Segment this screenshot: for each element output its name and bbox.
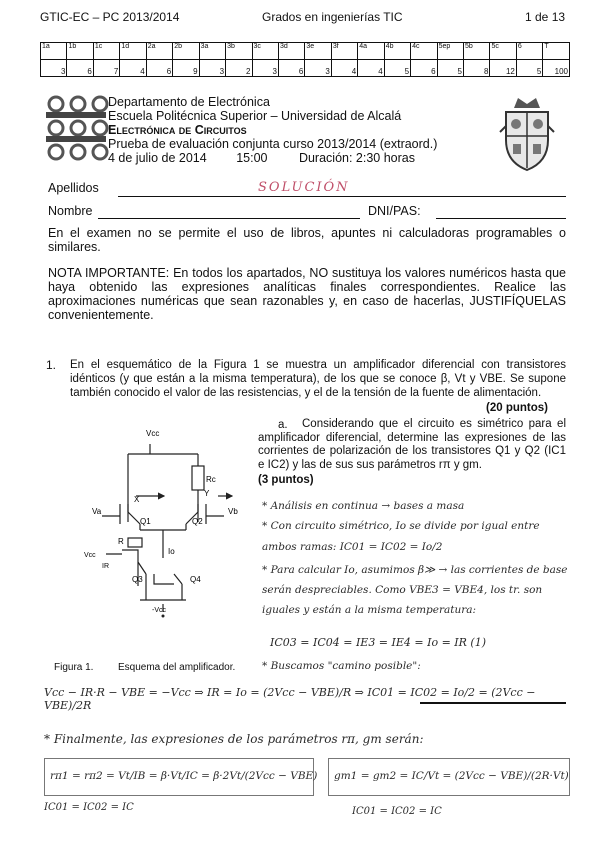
grade-label-5: 2b: [173, 43, 199, 60]
grade-score-6: 3: [199, 60, 225, 77]
solution-line-6: Vcc − IR·R − VBE = −Vcc ⇒ IR = Io = (2Vcc − VBE)/R ⇒ IC01 = IC02 = Io/2 = (2Vcc − VBE)/2R: [44, 686, 536, 712]
solution-underline: [420, 702, 566, 704]
exam-duration: Duración: 2:30 horas: [298, 151, 415, 165]
solution-line-5: * Buscamos "camino posible":: [262, 660, 421, 672]
grade-label-11: 3f: [331, 43, 357, 60]
schematic-ir: IR: [102, 563, 109, 570]
question-points: (20 puntos): [486, 402, 548, 414]
solution-line-10: IC01 = IC02 = IC: [44, 802, 134, 813]
grade-score-19: 100: [543, 60, 570, 77]
grade-score-8: 3: [252, 60, 278, 77]
grade-label-19: T: [543, 43, 570, 60]
schematic-q2: Q2: [192, 517, 203, 526]
header-left: GTIC-EC – PC 2013/2014: [40, 10, 180, 24]
grade-label-3: 1d: [120, 43, 146, 60]
nombre-field[interactable]: [98, 218, 360, 219]
grade-label-17: 5c: [490, 43, 516, 60]
grade-label-7: 3b: [226, 43, 252, 60]
dni-field[interactable]: [436, 218, 566, 219]
grade-label-9: 3d: [278, 43, 304, 60]
exam-title: Prueba de evaluación conjunta curso 2013/2014 (extraord.): [108, 137, 438, 151]
solution-line-3: * Para calcular Io, asumimos β≫ → las corrientes de base serán despreciables. Como VBE3 = VBE4, los tr. son iguales y están a la misma temperatura:: [262, 564, 568, 616]
schematic-vcc-top: Vcc: [146, 429, 160, 438]
grade-label-8: 3c: [252, 43, 278, 60]
institution-block: [108, 95, 437, 165]
figure-caption-label: Figura 1.: [54, 662, 94, 673]
exam-date: 4 de julio de 2014: [108, 151, 207, 165]
grades-table: [40, 42, 570, 77]
subquestion-label: a.: [278, 419, 288, 431]
grade-score-15: 5: [437, 60, 463, 77]
schematic-rc: Rc: [206, 475, 216, 484]
grade-label-15: 5ep: [437, 43, 463, 60]
exam-time: 15:00: [236, 151, 268, 165]
grade-label-2: 1c: [93, 43, 119, 60]
grade-label-12: 4a: [358, 43, 384, 60]
university-crest: [498, 92, 556, 172]
apellidos-label: Apellidos: [48, 181, 99, 195]
header-center: Grados en ingenierías TIC: [262, 10, 403, 24]
grade-label-10: 3e: [305, 43, 331, 60]
solution-line-9: gm1 = gm2 = IC/Vt = (2Vcc − VBE)/(2R·Vt): [334, 770, 569, 782]
schematic-node-x: X: [134, 495, 140, 504]
schematic-q4: Q4: [190, 575, 201, 584]
schematic-vcc-left: Vcc: [84, 552, 96, 559]
solution-line-2: * Con circuito simétrico, Io se divide por igual entre ambos ramas: IC01 = IC02 = Io/2: [262, 520, 540, 553]
grade-score-16: 8: [464, 60, 490, 77]
department: Departamento de Electrónica: [108, 95, 270, 109]
apellidos-value: SOLUCIÓN: [258, 180, 350, 195]
solution-line-1: * Análisis en continua → bases a masa: [262, 500, 465, 512]
grade-label-16: 5b: [464, 43, 490, 60]
school: Escuela Politécnica Superior – Universidad de Alcalá: [108, 109, 402, 123]
grade-label-4: 2a: [146, 43, 172, 60]
schematic-va: Va: [92, 507, 102, 516]
schematic-vee: -Vcc: [152, 607, 166, 614]
eps-logo: [42, 90, 118, 174]
solution-line-7: * Finalmente, las expresiones de los parámetros rπ, gm serán:: [44, 732, 424, 746]
grade-score-18: 5: [516, 60, 542, 77]
grade-score-0: 3: [41, 60, 67, 77]
header-page: 1 de 13: [525, 10, 566, 24]
grade-score-14: 6: [411, 60, 437, 77]
grade-score-2: 7: [93, 60, 119, 77]
subquestion-text: Considerando que el circuito es simétrico para el amplificador diferencial, determine las expresiones de las corrientes de polarización de los transistores Q1 y Q2 (IC1 e IC2) y las de sus sus parámetros rπ y gm.: [258, 418, 566, 471]
grade-score-13: 5: [384, 60, 410, 77]
apellidos-field[interactable]: [118, 196, 566, 197]
grade-score-7: 2: [226, 60, 252, 77]
grade-score-5: 9: [173, 60, 199, 77]
grade-score-9: 6: [278, 60, 304, 77]
schematic-io: Io: [168, 547, 175, 556]
grade-score-12: 4: [358, 60, 384, 77]
subquestion-points: (3 puntos): [258, 474, 314, 486]
amplifier-schematic: [84, 426, 264, 618]
figure-caption-text: Esquema del amplificador.: [118, 662, 236, 673]
grade-label-0: 1a: [41, 43, 67, 60]
schematic-r: R: [118, 537, 124, 546]
question-number: 1.: [46, 358, 57, 372]
grade-score-11: 4: [331, 60, 357, 77]
grade-score-10: 3: [305, 60, 331, 77]
grade-score-1: 6: [67, 60, 93, 77]
exam-rules: En el examen no se permite el uso de libros, apuntes ni calculadoras programables o similares.: [48, 226, 566, 254]
schematic-q3: Q3: [132, 575, 143, 584]
grade-score-3: 4: [120, 60, 146, 77]
grades-labels-row: [41, 43, 570, 60]
solution-line-8: rπ1 = rπ2 = Vt/IB = β·Vt/IC = β·2Vt/(2Vcc − VBE): [50, 770, 318, 782]
grade-label-6: 3a: [199, 43, 225, 60]
grade-label-18: 6: [516, 43, 542, 60]
grade-score-17: 12: [490, 60, 516, 77]
grade-label-13: 4b: [384, 43, 410, 60]
dni-label: DNI/PAS:: [368, 204, 421, 218]
schematic-node-y: Y: [204, 489, 210, 498]
grade-label-14: 4c: [411, 43, 437, 60]
course-title: Electrónica de Circuitos: [108, 123, 247, 137]
solution-line-4: IC03 = IC04 = IE3 = IE4 = Io = IR (1): [270, 636, 486, 649]
schematic-vb: Vb: [228, 507, 238, 516]
important-note: NOTA IMPORTANTE: En todos los apartados, NO sustituya los valores numéricos hasta que haya obtenido las expresiones analíticas finales correspondientes. Realice las aproximaciones numéricas que sean razonables y, en caso de hacerlas, JUSTIFÍQUELAS convenientemente.: [48, 266, 566, 322]
nombre-label: Nombre: [48, 204, 93, 218]
solution-gm-note: IC01 = IC02 = IC: [352, 806, 442, 817]
schematic-q1: Q1: [140, 517, 151, 526]
grade-label-1: 1b: [67, 43, 93, 60]
grades-scores-row: [41, 60, 570, 77]
grade-score-4: 6: [146, 60, 172, 77]
question-text: En el esquemático de la Figura 1 se muestra un amplificador diferencial con transistores idénticos (y que están a la misma temperatura), de los que se conoce β, Vt y VBE. Se supone también conocido el valor de las resistencias, y el de la tensión de la fuente de alimentación.: [70, 359, 566, 399]
